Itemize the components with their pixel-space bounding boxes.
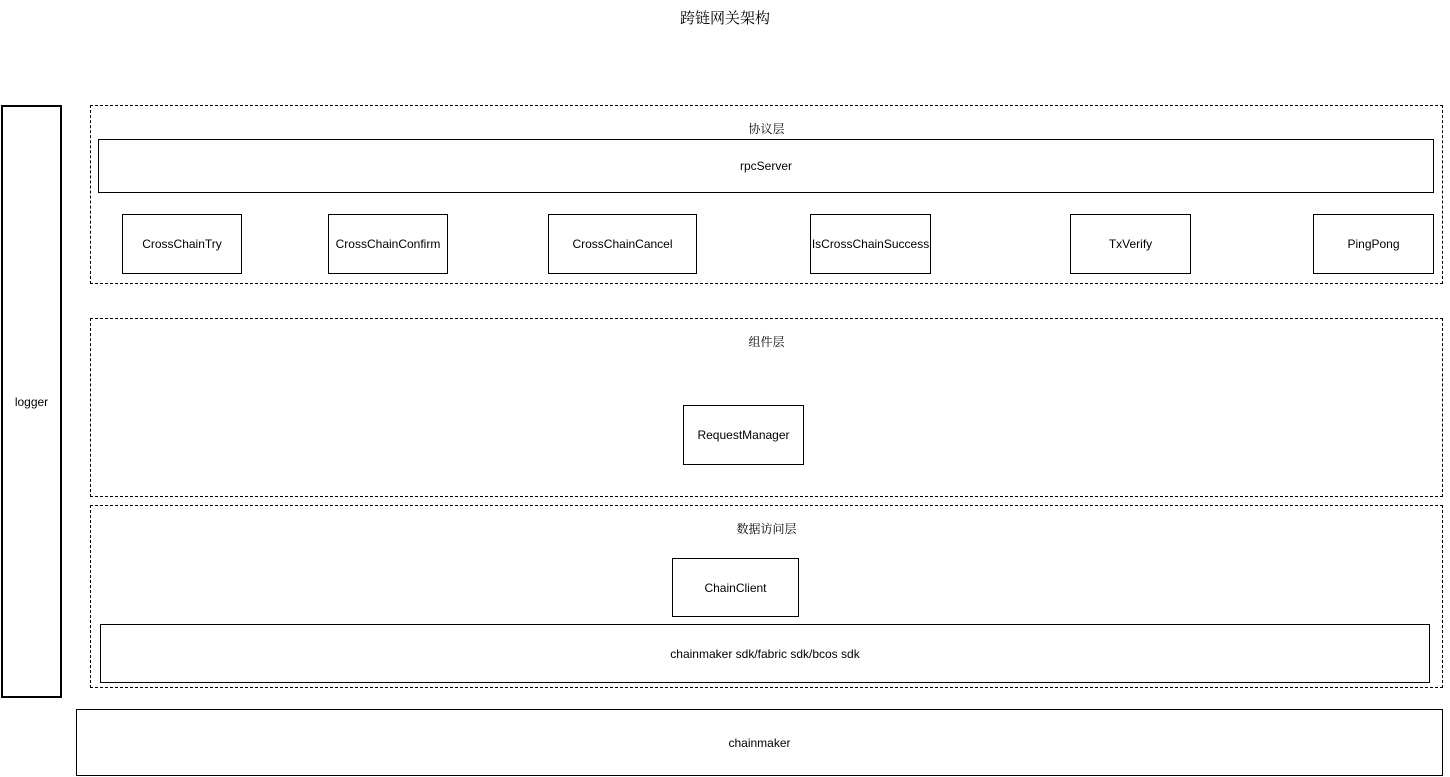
chainmaker-node: chainmaker <box>76 709 1443 776</box>
sdk-node: chainmaker sdk/fabric sdk/bcos sdk <box>100 624 1430 683</box>
rpc-server-node <box>98 139 1434 193</box>
method-node-crosschainconfirm: CrossChainConfirm <box>328 214 448 274</box>
data-access-layer-label: 数据访问层 <box>736 522 797 536</box>
chain-client-node: ChainClient <box>672 558 799 617</box>
request-manager-node: RequestManager <box>683 405 804 465</box>
method-node-crosschaintry: CrossChainTry <box>122 214 242 274</box>
protocol-layer-container <box>90 105 1443 284</box>
method-node-iscrosschainsuccess: IsCrossChainSuccess <box>810 214 931 274</box>
rpc-server-label: rpcServer <box>739 159 792 173</box>
logger-node <box>1 105 62 698</box>
method-node-pingpong: PingPong <box>1313 214 1434 274</box>
protocol-layer-label: 协议层 <box>748 122 785 136</box>
logger-label: logger <box>14 394 49 409</box>
diagram-title: 跨链网关架构 <box>679 10 770 27</box>
method-node-txverify: TxVerify <box>1070 214 1191 274</box>
component-layer-label: 组件层 <box>748 335 785 349</box>
method-node-crosschaincancel: CrossChainCancel <box>548 214 697 274</box>
